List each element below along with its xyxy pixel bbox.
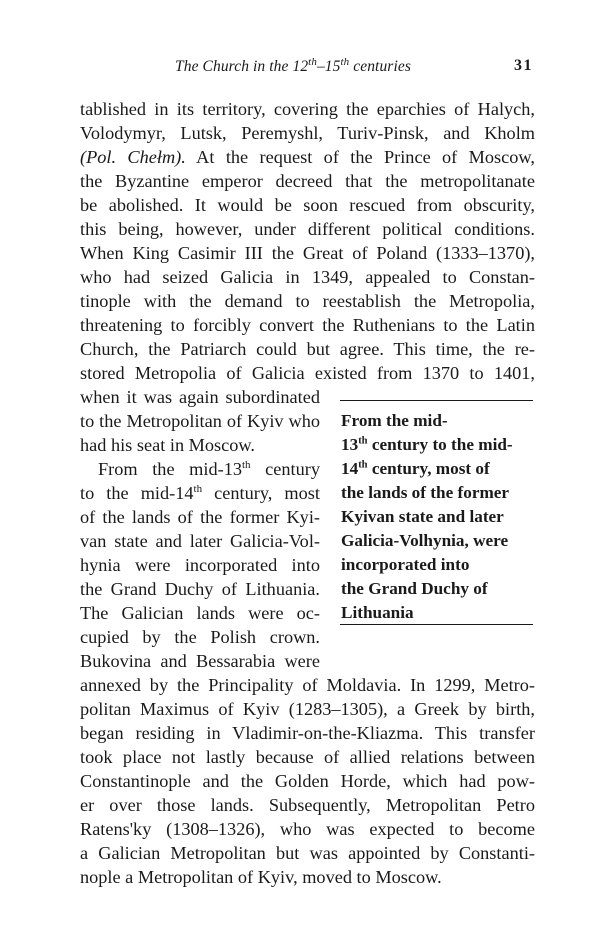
pull-quote-line: 13th century to the mid- (341, 435, 513, 454)
body-line: Church, the Patriarch could but agree. This time, the re- (80, 339, 535, 359)
body-line: of the lands of the former Kyi- (80, 507, 320, 527)
body-line: to the Metropolitan of Kyiv who (80, 411, 320, 431)
body-line: stored Metropolia of Galicia existed from 1370 to 1401, (80, 363, 535, 383)
body-line: van state and later Galicia-Vol- (80, 531, 320, 551)
pull-quote (340, 400, 533, 625)
body-line: (Pol. Chełm). At the request of the Prince of Moscow, (80, 147, 535, 167)
pull-quote-line: Lithuania (341, 603, 414, 622)
body-line: the Byzantine emperor decreed that the metropolitanate (80, 171, 535, 191)
body-line: tinople with the demand to reestablish the Metropolia, (80, 291, 535, 311)
body-line: when it was again subordinated (80, 387, 320, 407)
body-line: The Galician lands were oc- (80, 603, 320, 623)
body-line: nople a Metropolitan of Kyiv, moved to Moscow. (80, 867, 442, 887)
body-line: threatening to forcibly convert the Ruthenians to the Latin (80, 315, 535, 335)
running-header (0, 55, 600, 80)
body-line: hynia were incorporated into (80, 555, 320, 575)
body-line: tablished in its territory, covering the eparchies of Halych, (80, 99, 535, 119)
body-line: who had seized Galicia in 1349, appealed to Constan- (80, 267, 535, 287)
body-line: From the mid-13th century (98, 458, 320, 479)
page-number: 31 (514, 57, 533, 74)
body-line: cupied by the Polish crown. (80, 627, 320, 647)
body-line: politan Maximus of Kyiv (1283–1305), a Greek by birth, (80, 699, 535, 719)
pull-quote-line: incorporated into (341, 555, 470, 574)
pull-quote-line: From the mid- (341, 411, 448, 430)
pull-quote-line: 14th century, most of (341, 459, 490, 478)
body-line: the Grand Duchy of Lithuania. (80, 579, 320, 599)
body-line: had his seat in Moscow. (80, 435, 256, 455)
body-line: to the mid-14th century, most (80, 482, 320, 503)
running-header-title: The Church in the 12th–15th centuries (175, 55, 411, 75)
body-line: When King Casimir III the Great of Poland (1333–1370), (80, 243, 535, 263)
body-line: Ratens'ky (1308–1326), who was expected to become (80, 819, 535, 839)
body-line: Bukovina and Bessarabia were (80, 651, 320, 671)
body-line: Volodymyr, Lutsk, Peremyshl, Turiv-Pinsk, and Kholm (80, 123, 535, 143)
body-line: be abolished. It would be soon rescued from obscurity, (80, 195, 535, 215)
body-line: annexed by the Principality of Moldavia. In 1299, Metro- (80, 675, 535, 695)
pull-quote-line: the Grand Duchy of (341, 579, 488, 598)
pull-quote-line: the lands of the former (341, 483, 510, 502)
pull-quote-line: Kyivan state and later (341, 507, 504, 526)
pull-quote-line: Galicia-Volhynia, were (341, 531, 509, 550)
body-line: Constantinople and the Golden Horde, which had pow- (80, 771, 535, 791)
body-line: this being, however, under different political conditions. (80, 219, 535, 239)
body-line: took place not lastly because of allied relations between (80, 747, 535, 767)
body-line: a Galician Metropolitan but was appointed by Constanti- (80, 843, 535, 863)
body-line: began residing in Vladimir-on-the-Kliazma. This transfer (80, 723, 535, 743)
body-line: er over those lands. Subsequently, Metropolitan Petro (80, 795, 535, 815)
